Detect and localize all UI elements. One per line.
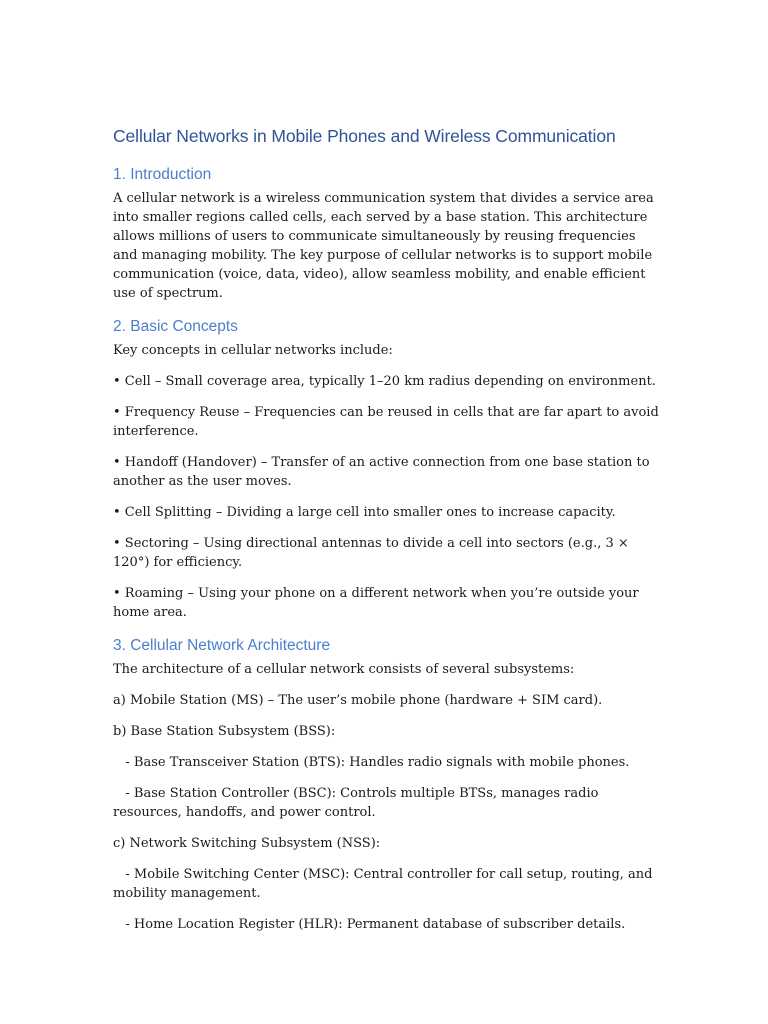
list-item: c) Network Switching Subsystem (NSS):	[113, 836, 381, 851]
list-item: b) Base Station Subsystem (BSS):	[113, 724, 336, 739]
sub-list-item: - Home Location Register (HLR): Permanent database of subscriber details.	[113, 917, 626, 932]
bullet-item: • Sectoring – Using directional antennas to divide a cell into sectors (e.g., 3 × 120°) for efficiency.	[113, 536, 629, 570]
bullet-item: • Roaming – Using your phone on a different network when you’re outside your home area.	[113, 586, 639, 620]
sub-list-item: - Base Transceiver Station (BTS): Handles radio signals with mobile phones.	[113, 755, 630, 770]
section-heading-introduction: 1. Introduction	[113, 166, 212, 183]
sub-list-item: - Mobile Switching Center (MSC): Central controller for call setup, routing, and mobility management.	[113, 867, 657, 901]
paragraph: A cellular network is a wireless communication system that divides a service area into smaller regions called cells, each served by a base station. This architecture allows millions of users to communicate simultaneously by reusing frequencies and managing mobility. The key purpose of cellular networks is to support mobile communication (voice, data, video), allow seamless mobility, and enable efficient use of spectrum.	[113, 191, 654, 301]
sub-list-item: - Base Station Controller (BSC): Controls multiple BTSs, manages radio resources, handoffs, and power control.	[113, 786, 603, 820]
bullet-item: • Handoff (Handover) – Transfer of an active connection from one base station to another as the user moves.	[113, 455, 650, 489]
bullet-item: • Cell – Small coverage area, typically 1–20 km radius depending on environment.	[113, 374, 656, 389]
paragraph: The architecture of a cellular network consists of several subsystems:	[113, 662, 575, 677]
section-heading-architecture: 3. Cellular Network Architecture	[113, 637, 331, 654]
document-content	[113, 124, 661, 946]
section-heading-basic-concepts: 2. Basic Concepts	[113, 318, 238, 335]
paragraph: Key concepts in cellular networks include:	[113, 343, 393, 358]
list-item: a) Mobile Station (MS) – The user’s mobile phone (hardware + SIM card).	[113, 693, 603, 708]
document-title: Cellular Networks in Mobile Phones and Wireless Communication	[113, 126, 616, 146]
bullet-item: • Frequency Reuse – Frequencies can be reused in cells that are far apart to avoid interference.	[113, 405, 659, 439]
bullet-item: • Cell Splitting – Dividing a large cell into smaller ones to increase capacity.	[113, 505, 616, 520]
